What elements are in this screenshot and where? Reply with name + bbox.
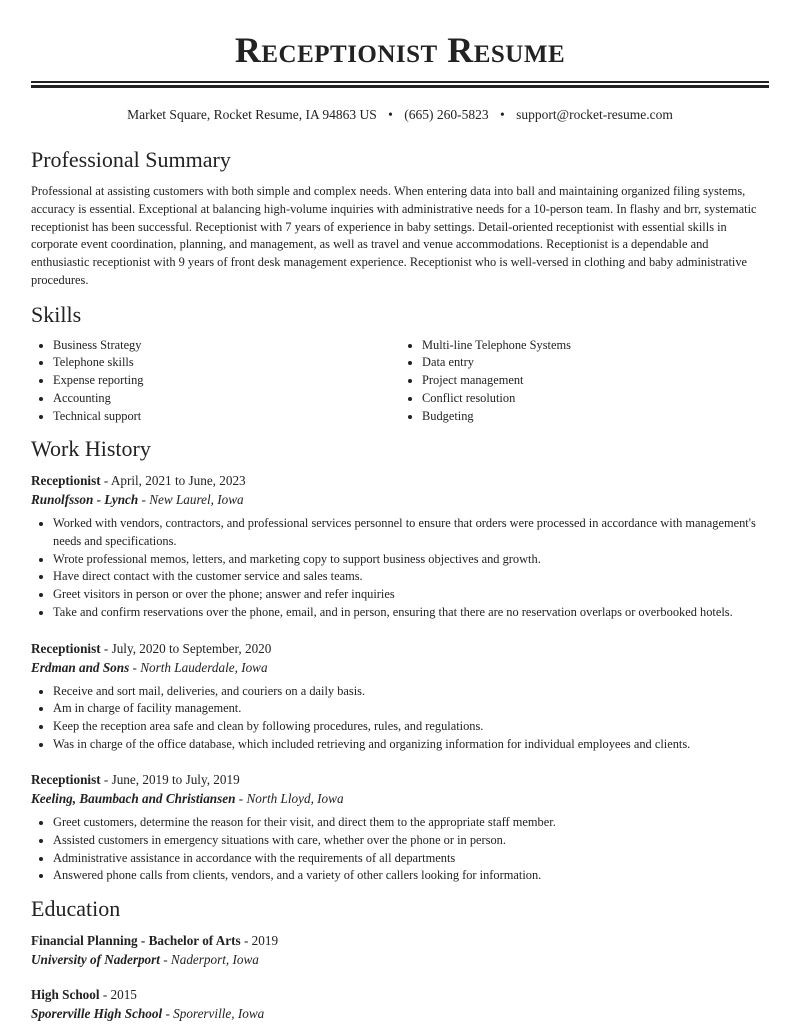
resume-title: Receptionist Resume [234,30,566,70]
summary-heading: Professional Summary [31,147,231,172]
skills-list-left [31,337,400,426]
duty-item: • Answered phone calls from clients, vendors, and a variety of other callers looking for information. [53,867,769,885]
employer-location: - North Lauderdale, Iowa [129,659,268,675]
duty-item: • Take and confirm reservations over the phone, email, and in person, ensuring that there are no reservation overlaps or overbooked hotels. [53,604,769,622]
duty-item: • Greet visitors in person or over the phone; answer and refer inquiries [53,586,769,604]
employer-line [31,789,769,808]
duty-item: • Keep the reception area safe and clean by following procedures, rules, and regulations. [53,718,769,736]
skill-item: • Technical support [53,408,400,426]
duty-item: • Was in charge of the office database, which included retrieving and organizing information for individual employees and clients. [53,736,769,754]
employer-location: - New Laurel, Iowa [138,492,244,508]
education-heading: Education [31,896,121,922]
school-location: - Naderport, Iowa [159,952,259,968]
job-title: Receptionist [31,640,101,656]
graduation-year: - 2019 [240,933,279,949]
work-history-section [31,435,769,885]
duty-item: • Have direct contact with the customer service and sales teams. [53,568,769,586]
job-dates: - June, 2019 to July, 2019 [100,772,240,788]
title-divider-thick [31,85,769,88]
skills-heading: Skills [31,301,82,327]
school-line [31,1004,769,1023]
skill-item: • Telephone skills [53,354,400,372]
degree: Financial Planning - Bachelor of Arts [31,933,241,949]
duties-list [31,814,769,885]
contact-address: Market Square, Rocket Resume, IA 94863 US [127,107,377,122]
skill-item: • Conflict resolution [422,390,769,408]
summary-text: Professional at assisting customers with both simple and complex needs. When entering data into ball and maintaining organized filing systems, accuracy is essential. Exceptional at balancing high-volume inquiries with administrative needs for a 10-person team. In flashy and brr, systematic receptionist has been successful. Receptionist with 7 years of experience in baby settings. Detail-oriented receptionist with essential skills in corporate event coordination, planning, and management, as well as travel and venue accommodations. Receptionist is a dependable and enthusiastic receptionist with 9 years of front desk management experience. Receptionist who is well-versed in clothing and baby administrative procedures. [31,184,757,287]
graduation-year: - 2015 [99,987,137,1003]
contact-phone: (665) 260-5823 [404,107,489,122]
skills-columns [31,337,769,426]
duty-item: • Wrote professional memos, letters, and marketing copy to support business objectives and growth. [53,551,769,569]
duties-list [31,515,769,621]
employer-line [31,490,769,509]
skill-item: • Project management [422,372,769,390]
duties-list [31,683,769,754]
school-name: University of Naderport [31,952,160,968]
job-dates: - April, 2021 to June, 2023 [100,473,246,489]
contact-email: support@rocket-resume.com [516,107,673,122]
education-section [31,895,769,1023]
skill-item: • Accounting [53,390,400,408]
school-name: Sporerville High School [31,1006,163,1022]
skill-item: • Data entry [422,354,769,372]
duty-item: • Am in charge of facility management. [53,700,769,718]
title-divider-thin [31,81,769,83]
duty-item: • Receive and sort mail, deliveries, and couriers on a daily basis. [53,683,769,701]
job-title-line [31,471,769,490]
degree-line [31,985,769,1004]
work-history-heading: Work History [31,436,151,462]
employer-name: Erdman and Sons [31,659,130,675]
summary-section [31,146,769,290]
contact-separator: • [388,107,393,122]
duty-item: • Administrative assistance in accordance with the requirements of all departments [53,850,769,868]
job-title: Receptionist [31,772,101,788]
school-line [31,950,769,969]
employer-name: Runolfsson - Lynch [31,492,139,508]
education-entry [31,985,769,1023]
job-title-line [31,639,769,658]
duty-item: • Assisted customers in emergency situations with care, whether over the phone or in person. [53,832,769,850]
job-entry [31,471,769,621]
contact-line [31,106,769,124]
job-entry [31,770,769,885]
degree-line [31,931,769,950]
employer-location: - North Lloyd, Iowa [235,791,344,807]
skills-list-right [400,337,769,426]
skills-section [31,301,769,426]
education-entry [31,931,769,969]
skill-item: • Expense reporting [53,372,400,390]
skill-item: • Budgeting [422,408,769,426]
employer-line [31,658,769,677]
degree: High School [31,987,100,1003]
job-entry [31,639,769,754]
skill-item: • Multi-line Telephone Systems [422,337,769,355]
duty-item: • Worked with vendors, contractors, and professional services personnel to ensure that orders were processed in accordance with management's needs and specifications. [53,515,769,550]
job-title-line [31,770,769,789]
employer-name: Keeling, Baumbach and Christiansen [31,791,236,807]
job-dates: - July, 2020 to September, 2020 [100,640,272,656]
skill-item: • Business Strategy [53,337,400,355]
contact-separator: • [500,107,505,122]
school-location: - Sporerville, Iowa [162,1006,265,1022]
duty-item: • Greet customers, determine the reason for their visit, and direct them to the appropriate staff member. [53,814,769,832]
job-title: Receptionist [31,473,101,489]
